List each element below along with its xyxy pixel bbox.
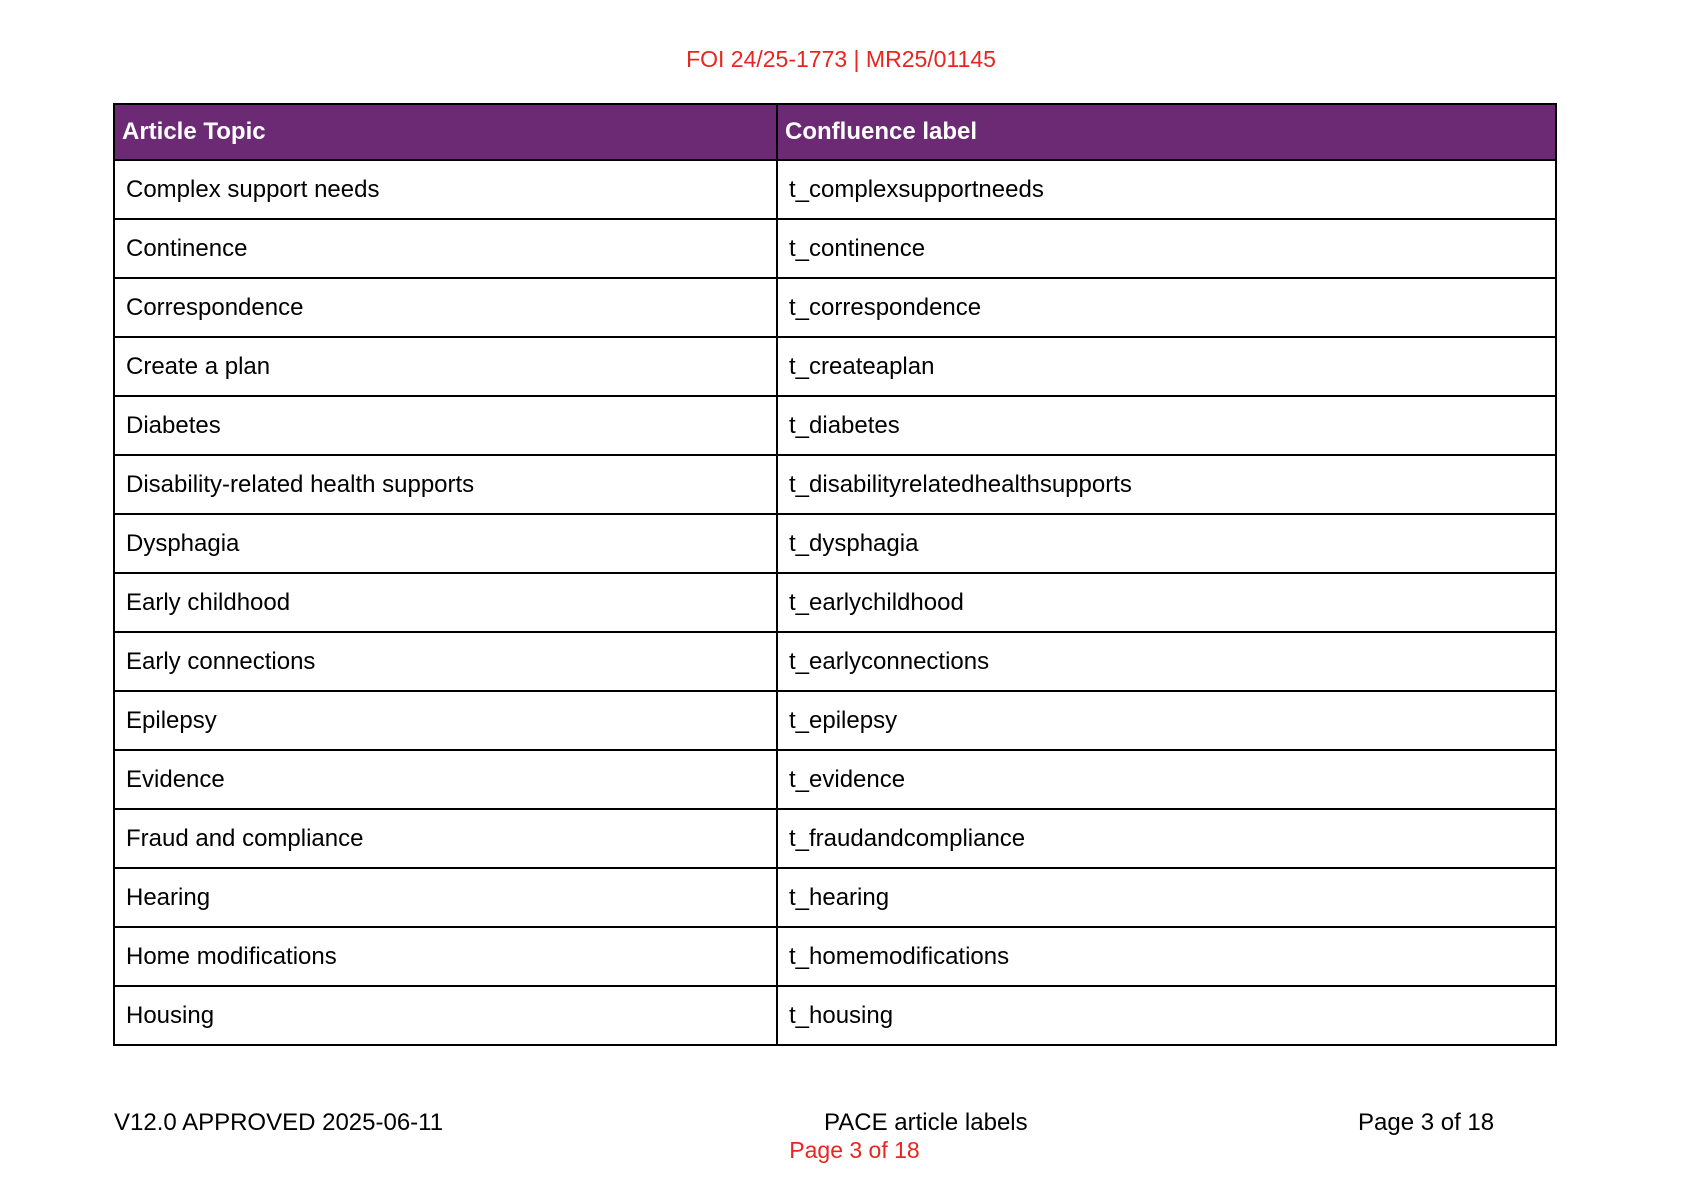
article-topic-cell: Create a plan bbox=[114, 337, 777, 396]
confluence-label-cell: t_earlyconnections bbox=[777, 632, 1556, 691]
foi-reference: FOI 24/25-1773 | MR25/01145 bbox=[686, 46, 996, 72]
confluence-label-cell: t_hearing bbox=[777, 868, 1556, 927]
confluence-label-cell: t_housing bbox=[777, 986, 1556, 1045]
confluence-label-cell: t_diabetes bbox=[777, 396, 1556, 455]
column-header-article-topic: Article Topic bbox=[114, 104, 777, 160]
article-topic-cell: Early childhood bbox=[114, 573, 777, 632]
confluence-label-cell: t_continence bbox=[777, 219, 1556, 278]
table-row bbox=[114, 278, 1556, 337]
article-topic-cell: Epilepsy bbox=[114, 691, 777, 750]
confluence-label-cell: t_disabilityrelatedhealthsupports bbox=[777, 455, 1556, 514]
article-topic-cell: Home modifications bbox=[114, 927, 777, 986]
confluence-label-cell: t_earlychildhood bbox=[777, 573, 1556, 632]
column-header-confluence-label: Confluence label bbox=[777, 104, 1556, 160]
article-topic-cell: Fraud and compliance bbox=[114, 809, 777, 868]
footer-document-title: PACE article labels bbox=[824, 1109, 1028, 1136]
table-body bbox=[114, 160, 1556, 1045]
confluence-label-cell: t_epilepsy bbox=[777, 691, 1556, 750]
table-row bbox=[114, 868, 1556, 927]
article-topic-cell: Continence bbox=[114, 219, 777, 278]
table-row bbox=[114, 809, 1556, 868]
article-topic-cell: Hearing bbox=[114, 868, 777, 927]
table-row bbox=[114, 573, 1556, 632]
page-number-stamp: Page 3 of 18 bbox=[789, 1137, 920, 1163]
table-header-row bbox=[114, 104, 1556, 160]
table-row bbox=[114, 927, 1556, 986]
confluence-label-cell: t_createaplan bbox=[777, 337, 1556, 396]
table-row bbox=[114, 396, 1556, 455]
article-topic-cell: Evidence bbox=[114, 750, 777, 809]
article-topic-cell: Early connections bbox=[114, 632, 777, 691]
table-row bbox=[114, 160, 1556, 219]
confluence-label-cell: t_correspondence bbox=[777, 278, 1556, 337]
confluence-label-cell: t_complexsupportneeds bbox=[777, 160, 1556, 219]
article-topic-cell: Diabetes bbox=[114, 396, 777, 455]
confluence-label-cell: t_homemodifications bbox=[777, 927, 1556, 986]
confluence-label-cell: t_evidence bbox=[777, 750, 1556, 809]
confluence-label-cell: t_dysphagia bbox=[777, 514, 1556, 573]
table-row bbox=[114, 337, 1556, 396]
table-row bbox=[114, 750, 1556, 809]
article-topic-cell: Complex support needs bbox=[114, 160, 777, 219]
confluence-label-cell: t_fraudandcompliance bbox=[777, 809, 1556, 868]
article-topic-cell: Correspondence bbox=[114, 278, 777, 337]
table-row bbox=[114, 219, 1556, 278]
article-labels-table bbox=[113, 103, 1557, 1046]
table-row bbox=[114, 691, 1556, 750]
article-labels-table-container bbox=[113, 103, 1555, 1046]
table-row bbox=[114, 986, 1556, 1045]
table-row bbox=[114, 514, 1556, 573]
table-row bbox=[114, 455, 1556, 514]
article-topic-cell: Housing bbox=[114, 986, 777, 1045]
table-row bbox=[114, 632, 1556, 691]
article-topic-cell: Disability-related health supports bbox=[114, 455, 777, 514]
footer-version: V12.0 APPROVED 2025-06-11 bbox=[114, 1109, 444, 1136]
footer-page-number: Page 3 of 18 bbox=[1358, 1109, 1495, 1136]
article-topic-cell: Dysphagia bbox=[114, 514, 777, 573]
